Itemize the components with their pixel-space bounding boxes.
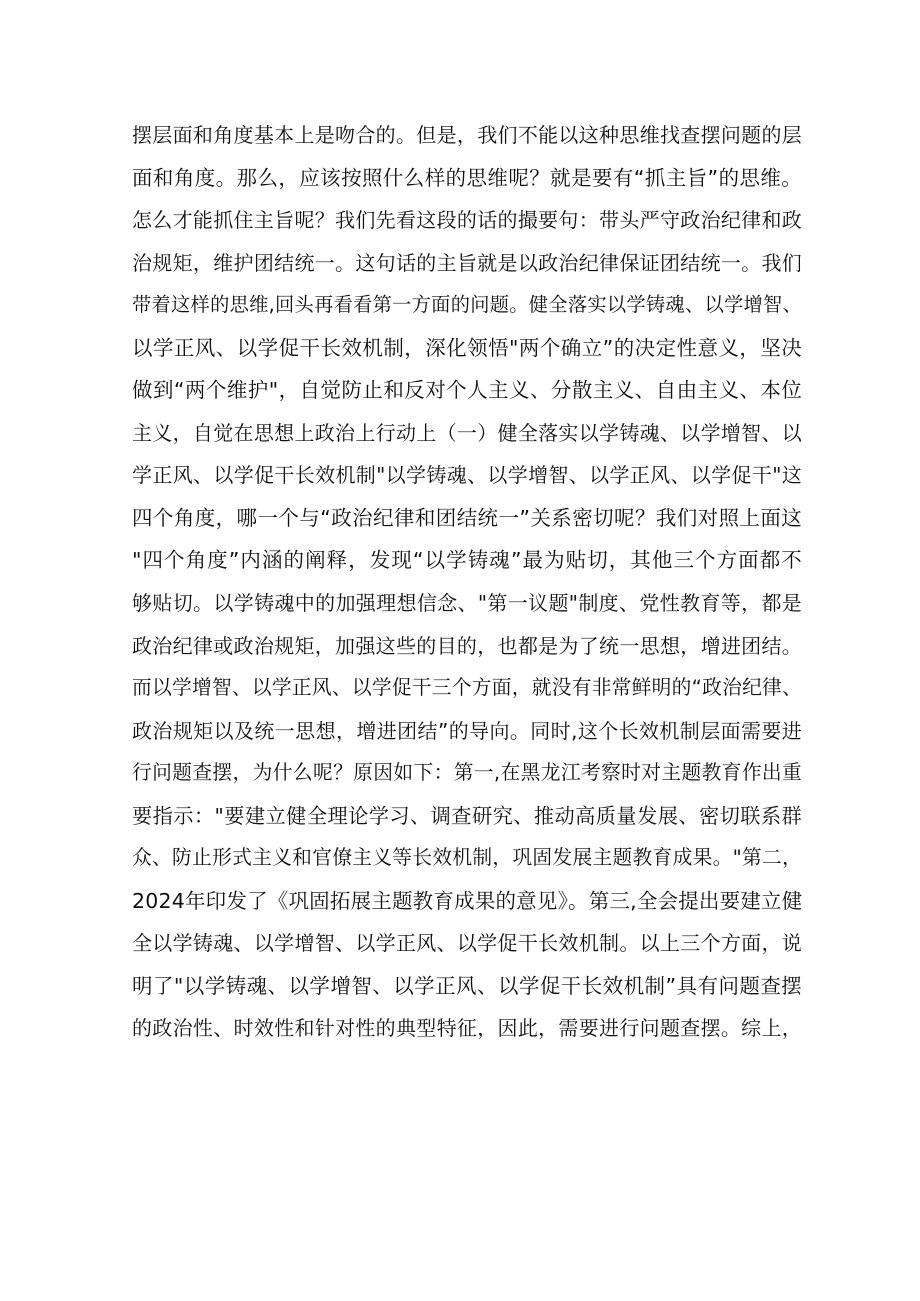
- text-line: 的政治性、时效性和针对性的典型特征，因此，需要进行问题查摆。综上，: [132, 1016, 802, 1041]
- text-line: 众、防止形式主义和官僚主义等长效机制，巩固发展主题教育成果。"第二，: [132, 846, 802, 870]
- text-line: 够贴切。以学铸魂中的加强理想信念、"第一议题"制度、党性教育等，都是: [132, 591, 802, 616]
- text-line: 学正风、以学促干长效机制"以学铸魂、以学增智、以学正风、以学促干"这: [132, 463, 802, 488]
- text-line: 做到“两个维护"，自觉防止和反对个人主义、分散主义、自由主义、本位: [132, 378, 802, 403]
- text-line: 明了"以学铸魂、以学增智、以学正风、以学促干长效机制”具有问题查摆: [132, 973, 802, 998]
- text-line: 全以学铸魂、以学增智、以学正风、以学促干长效机制。以上三个方面，说: [132, 931, 802, 956]
- text-line: 怎么才能抓住主旨呢？我们先看这段的话的撮要句：带头严守政治纪律和政: [132, 208, 802, 233]
- text-line: 摆层面和角度基本上是吻合的。但是，我们不能以这种思维找查摆问题的层: [132, 123, 802, 147]
- text-line: 政治规矩以及统一思想，增进团结”的导向。同时,这个长效机制层面需要进: [132, 718, 802, 743]
- text-line: "四个角度”内涵的阐释，发现“以学铸魂”最为贴切，其他三个方面都不: [132, 548, 802, 573]
- text-line: 治规矩，维护团结统一。这句话的主旨就是以政治纪律保证团结统一。我们: [132, 250, 802, 275]
- text-line: 四个角度，哪一个与“政治纪律和团结统一”关系密切呢？我们对照上面这: [132, 505, 802, 530]
- text-line: 带着这样的思维,回头再看看第一方面的问题。健全落实以学铸魂、以学增智、: [132, 293, 802, 317]
- text-line: 行问题查摆，为什么呢？原因如下：第一,在黑龙江考察时对主题教育作出重: [132, 761, 802, 785]
- text-line: 2024年印发了《巩固拓展主题教育成果的意见》。第三,全会提出要建立健: [132, 888, 803, 913]
- text-line: 面和角度。那么，应该按照什么样的思维呢？就是要有“抓主旨”的思维。: [132, 165, 802, 190]
- text-line: 主义，自觉在思想上政治上行动上（一）健全落实以学铸魂、以学增智、以: [132, 420, 802, 445]
- text-line: 政治纪律或政治规矩，加强这些的目的，也都是为了统一思想，增进团结。: [132, 633, 802, 658]
- body-paragraph: [132, 114, 802, 1050]
- text-line: 以学正风、以学促干长效机制，深化领悟"两个确立”的决定性意义，坚决: [132, 335, 802, 360]
- text-line: 而以学增智、以学正风、以学促干三个方面，就没有非常鲜明的“政治纪律、: [132, 676, 802, 700]
- text-line: 要指示："要建立健全理论学习、调查研究、推动高质量发展、密切联系群: [132, 803, 802, 828]
